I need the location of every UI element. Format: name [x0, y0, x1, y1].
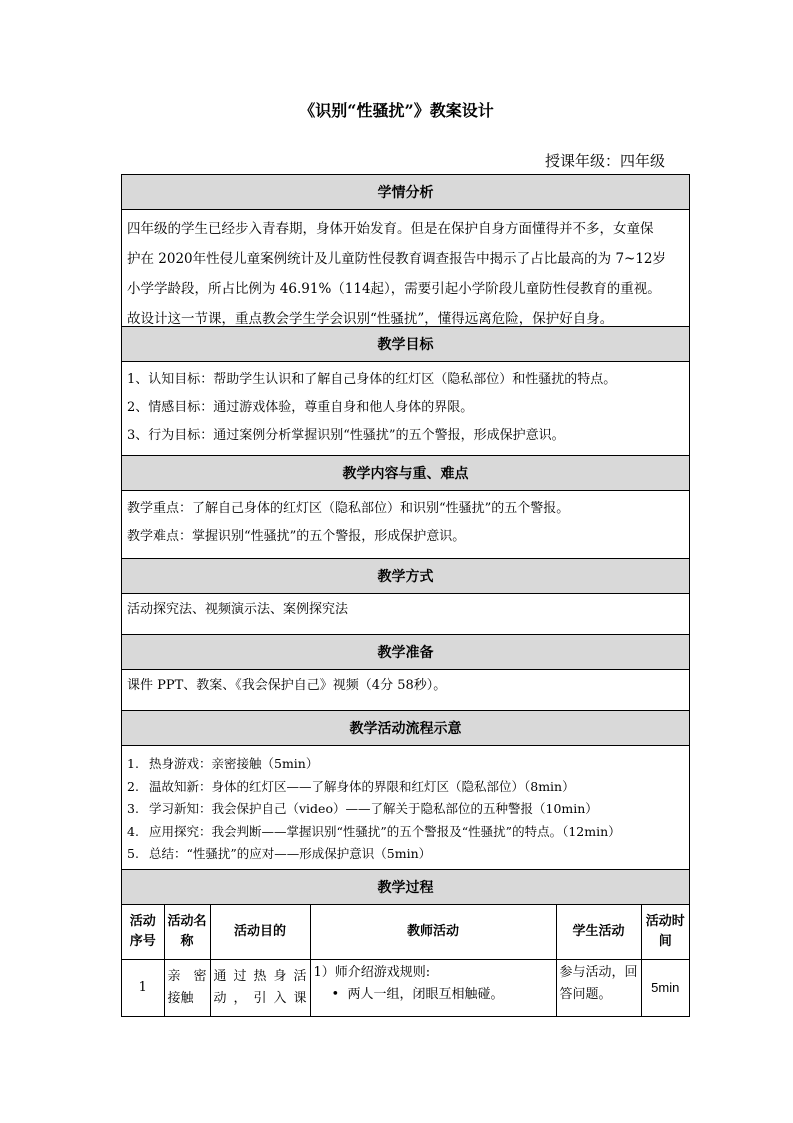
cell-purpose: 通过热身活 动，引入课	[210, 960, 310, 1017]
section-header-flow: 教学活动流程示意	[122, 711, 689, 746]
section-header-prep: 教学准备	[122, 635, 689, 670]
key-line: 教学重点：了解自己身体的红灯区（隐私部位）和识别“性骚扰”的五个警报。	[127, 501, 570, 516]
flow-item: 4. 应用探究：我会判断——掌握识别“性骚扰”的五个警报及“性骚扰”的特点。（12min）	[127, 823, 621, 839]
col-header-purpose: 活动目的	[210, 905, 310, 960]
keys-body	[122, 491, 689, 559]
cell-no: 1	[122, 960, 164, 1017]
analysis-body	[122, 210, 689, 327]
section-header-process: 教学过程	[122, 870, 689, 905]
document-title: 《识别“性骚扰”》教案设计	[299, 101, 494, 120]
col-header-no: 活动序号	[122, 905, 164, 960]
key-line: 教学难点：掌握识别“性骚扰”的五个警报，形成保护意识。	[127, 529, 466, 544]
col-header-time: 活动时间	[641, 905, 689, 960]
flow-item: 2. 温故知新：身体的红灯区——了解身体的界限和红灯区（隐私部位）（8min）	[127, 778, 575, 794]
cell-teacher: 1）师介绍游戏规则: • 两人一组，闭眼互相触碰。	[310, 960, 556, 1017]
grade-label: 授课年级：四年级	[545, 152, 666, 170]
flow-item: 5. 总结：“性骚扰”的应对——形成保护意识（5min）	[127, 846, 432, 861]
table-row	[122, 960, 689, 1017]
prep-body: 课件 PPT、教案、《我会保护自己》视频（4分 58秒）。	[122, 670, 689, 711]
lesson-plan-table	[121, 174, 690, 1017]
goal-line: 3、行为目标：通过案例分析掌握识别“性骚扰”的五个警报，形成保护意识。	[127, 428, 565, 443]
section-header-keys: 教学内容与重、难点	[122, 456, 689, 491]
cell-student: 参与活动，回答问题。	[556, 960, 641, 1017]
goal-line: 1、认知目标：帮助学生认识和了解自己身体的红灯区（隐私部位）和性骚扰的特点。	[127, 372, 617, 387]
bullet-icon: •	[331, 987, 340, 1002]
flow-item: 1. 热身游戏：亲密接触（5min）	[127, 756, 319, 771]
cell-name: 亲密 接触	[164, 960, 210, 1017]
process-table	[122, 905, 689, 1016]
flow-body	[122, 746, 689, 870]
methods-body: 活动探究法、视频演示法、案例探究法	[122, 594, 689, 635]
section-header-methods: 教学方式	[122, 559, 689, 594]
section-header-analysis: 学情分析	[122, 175, 689, 210]
goals-body	[122, 362, 689, 456]
col-header-teacher: 教师活动	[310, 905, 556, 960]
cell-time: 5min	[641, 960, 689, 1017]
col-header-student: 学生活动	[556, 905, 641, 960]
col-header-name: 活动名称	[164, 905, 210, 960]
flow-item: 3. 学习新知：我会保护自己（video）——了解关于隐私部位的五种警报（10min）	[127, 801, 598, 816]
analysis-line: 四年级的学生已经步入青春期，身体开始发育。但是在保护自身方面懂得并不多，女童保	[127, 221, 654, 237]
analysis-line: 护在 2020年性侵儿童案例统计及儿童防性侵教育调查报告中揭示了占比最高的为 7~12岁	[127, 251, 667, 267]
analysis-line: 小学学龄段，所占比例为 46.91%（114起），需要引起小学阶段儿童防性侵教育的重视。	[127, 281, 661, 297]
goal-line: 2、情感目标：通过游戏体验，尊重自身和他人身体的界限。	[127, 400, 474, 415]
process-header-row	[122, 905, 689, 960]
section-header-goals: 教学目标	[122, 327, 689, 362]
analysis-line: 故设计这一节课，重点教会学生学会识别“性骚扰”，懂得远离危险，保护好自身。	[127, 311, 614, 327]
